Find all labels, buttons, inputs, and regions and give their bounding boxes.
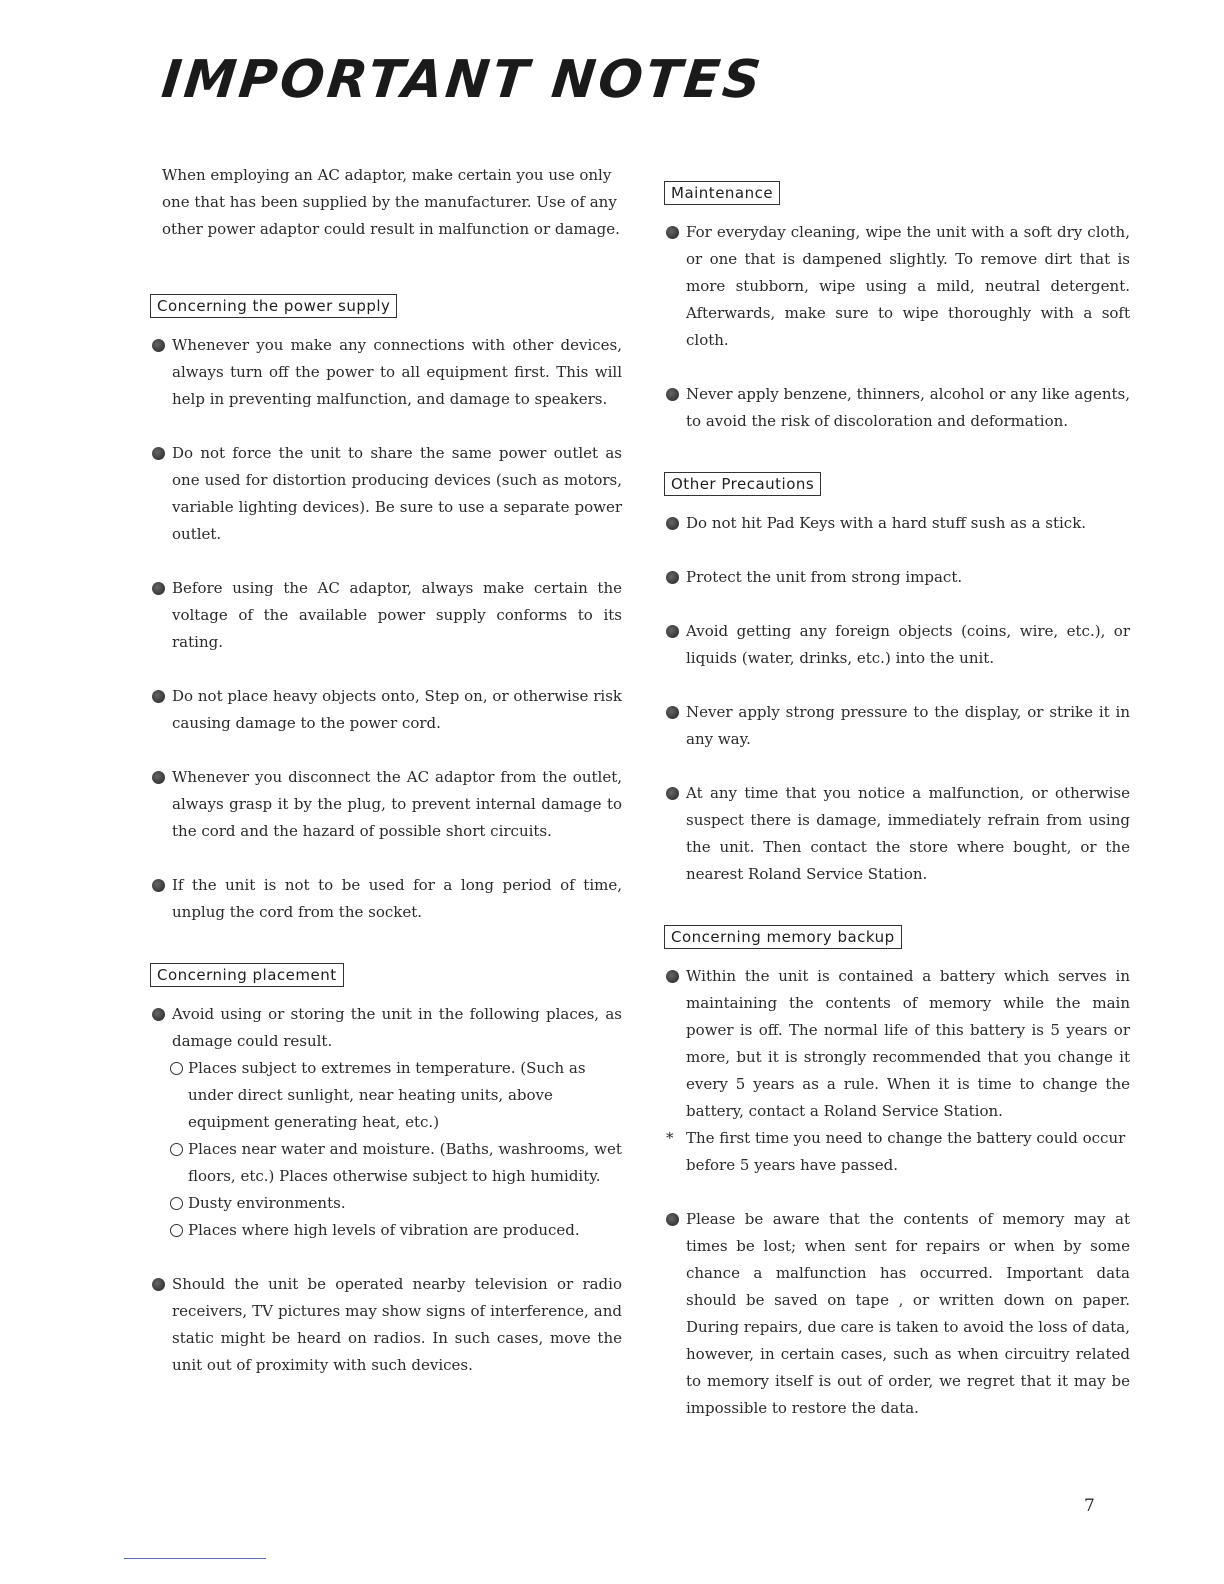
- list-item: Within the unit is contained a battery which serves in maintaining the contents of memory while the main power is off. The normal life of this battery is 5 years or more, but it is strongly recommended that you change it every 5 years as a rule. When it is time to change the battery, contact a Roland Service Station.: [664, 963, 1130, 1125]
- page-number: 7: [1084, 1496, 1095, 1516]
- list-item: Do not place heavy objects onto, Step on, or otherwise risk causing damage to the power cord.: [150, 683, 622, 737]
- bullet-icon: [152, 771, 165, 784]
- bullet-icon: [666, 388, 679, 401]
- list-item: For everyday cleaning, wipe the unit with a soft dry cloth, or one that is dampened slightly. To remove dirt that is more stubborn, wipe using a mild, neutral detergent. Afterwards, make sure to wipe thoroughly with a soft cloth.: [664, 219, 1130, 354]
- bullet-icon: [152, 879, 165, 892]
- list-item: Should the unit be operated nearby television or radio receivers, TV pictures may show signs of interference, and static might be heard on radios. In such cases, move the unit out of proximity with such devices.: [150, 1271, 622, 1379]
- bullet-icon: [666, 970, 679, 983]
- section-other-precautions: [664, 471, 1130, 888]
- circle-bullet-icon: [170, 1062, 183, 1075]
- list-item: Please be aware that the contents of memory may at times be lost; when sent for repairs or when by some chance a malfunction has occurred. Important data should be saved on tape , or written down on paper. During repairs, due care is taken to avoid the loss of data, however, in certain cases, such as when circuitry related to memory itself is out of order, we regret that it may be impossible to restore the data.: [664, 1206, 1130, 1422]
- bullet-icon: [666, 625, 679, 638]
- list-item: Avoid getting any foreign objects (coins, wire, etc.), or liquids (water, drinks, etc.) into the unit.: [664, 618, 1130, 672]
- asterisk-mark: *: [666, 1129, 674, 1147]
- intro-paragraph: When employing an AC adaptor, make certain you use only one that has been supplied by the manufacturer. Use of any other power adaptor could result in malfunction or damage.: [162, 166, 620, 238]
- list-item: Never apply strong pressure to the display, or strike it in any way.: [664, 699, 1130, 753]
- bullet-icon: [666, 517, 679, 530]
- bullet-icon: [152, 447, 165, 460]
- bullet-icon: [666, 226, 679, 239]
- list-item: Do not force the unit to share the same power outlet as one used for distortion producing devices (such as motors, variable lighting devices). Be sure to use a separate power outlet.: [150, 440, 622, 548]
- heading-memory-backup: Concerning memory backup: [664, 925, 902, 949]
- list-item: Never apply benzene, thinners, alcohol or any like agents, to avoid the risk of discoloration and deformation.: [664, 381, 1130, 435]
- bullet-icon: [152, 339, 165, 352]
- list-item: Do not hit Pad Keys with a hard stuff sush as a stick.: [664, 510, 1130, 537]
- list-item: Protect the unit from strong impact.: [664, 564, 1130, 591]
- bullet-icon: [666, 706, 679, 719]
- bullet-icon: [152, 690, 165, 703]
- heading-placement: Concerning placement: [150, 963, 344, 987]
- page-title: IMPORTANT NOTES: [158, 50, 767, 110]
- heading-power-supply: Concerning the power supply: [150, 294, 397, 318]
- bullet-icon: [152, 1008, 165, 1021]
- list-item: Avoid using or storing the unit in the following places, as damage could result.: [150, 1001, 622, 1055]
- sub-item: Places where high levels of vibration are produced.: [150, 1217, 622, 1244]
- bullet-icon: [666, 571, 679, 584]
- bullet-icon: [152, 582, 165, 595]
- section-memory-backup: [664, 924, 1130, 1422]
- list-item: At any time that you notice a malfunction, or otherwise suspect there is damage, immediately refrain from using the unit. Then contact the store where bought, or the nearest Roland Service Station.: [664, 780, 1130, 888]
- list-item: If the unit is not to be used for a long period of time, unplug the cord from the socket.: [150, 872, 622, 926]
- list-item: Whenever you disconnect the AC adaptor from the outlet, always grasp it by the plug, to prevent internal damage to the cord and the hazard of possible short circuits.: [150, 764, 622, 845]
- list-item: Whenever you make any connections with other devices, always turn off the power to all equipment first. This will help in preventing malfunction, and damage to speakers.: [150, 332, 622, 413]
- circle-bullet-icon: [170, 1224, 183, 1237]
- list-item: Before using the AC adaptor, always make certain the voltage of the available power supply conforms to its rating.: [150, 575, 622, 656]
- section-power-supply: [150, 293, 622, 926]
- circle-bullet-icon: [170, 1197, 183, 1210]
- circle-bullet-icon: [170, 1143, 183, 1156]
- bullet-icon: [666, 1213, 679, 1226]
- bullet-icon: [666, 787, 679, 800]
- section-placement: [150, 962, 622, 1379]
- right-column: [664, 180, 1130, 1458]
- sub-item: Dusty environments.: [150, 1190, 622, 1217]
- bullet-icon: [152, 1278, 165, 1291]
- footer-rule: [124, 1558, 266, 1559]
- sub-item: Places subject to extremes in temperature. (Such as under direct sunlight, near heating units, above equipment generating heat, etc.): [150, 1055, 622, 1136]
- left-column: [150, 162, 622, 1415]
- footnote: * The first time you need to change the battery could occur before 5 years have passed.: [664, 1125, 1130, 1179]
- sub-item: Places near water and moisture. (Baths, washrooms, wet floors, etc.) Places otherwise subject to high humidity.: [150, 1136, 622, 1190]
- heading-other-precautions: Other Precautions: [664, 472, 821, 496]
- section-maintenance: [664, 180, 1130, 435]
- heading-maintenance: Maintenance: [664, 181, 780, 205]
